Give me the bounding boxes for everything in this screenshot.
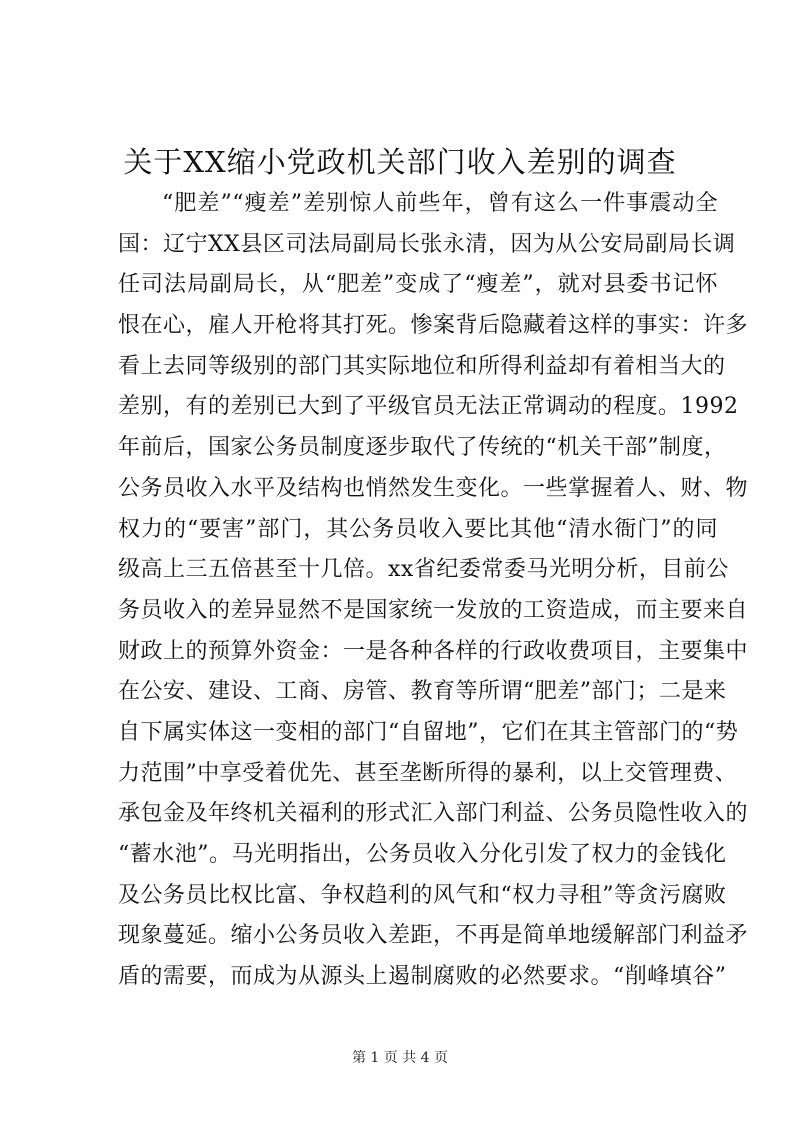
body-line: 权力的“要害”部门，其公务员收入要比其他“清水衙门”的同 <box>118 516 718 542</box>
body-line: 现象蔓延。缩小公务员收入差距，不再是简单地缓解部门利益矛 <box>118 923 749 949</box>
document-body <box>118 184 749 998</box>
body-line: “蓄水池”。马光明指出，公务员收入分化引发了权力的金钱化 <box>118 842 727 867</box>
body-line: 在公安、建设、工商、房管、教育等所谓“肥差”部门；二是来 <box>118 679 727 705</box>
body-line: 国：辽宁XX县区司法局副局长张永清，因为从公安局副局长调 <box>118 231 736 257</box>
body-line: 自下属实体这一变相的部门“自留地”，它们在其主管部门的“势 <box>118 719 739 745</box>
page-footer: 第 1 页 共 4 页 <box>351 1050 449 1066</box>
body-line: 任司法局副局长，从“肥差”变成了“瘦差”，就对县委书记怀 <box>118 272 718 298</box>
body-line: 及公务员比权比富、争权趋利的风气和“权力寻租”等贪污腐败 <box>118 882 727 908</box>
body-line: 承包金及年终机关福利的形式汇入部门利益、公务员隐性收入的 <box>118 801 749 827</box>
body-line: 看上去同等级别的部门其实际地位和所得利益却有着相当大的 <box>118 353 726 379</box>
body-line: 年前后，国家公务员制度逐步取代了传统的“机关干部”制度， <box>118 435 727 461</box>
document-title: 关于XX缩小党政机关部门收入差别的调查 <box>123 145 677 179</box>
body-line: 差别，有的差别已大到了平级官员无法正常调动的程度。1992 <box>118 394 739 420</box>
body-line: 务员收入的差异显然不是国家统一发放的工资造成，而主要来自 <box>118 597 749 623</box>
body-line: 公务员收入水平及结构也悄然发生变化。一些掌握着人、财、物 <box>118 475 749 501</box>
body-line: 力范围”中享受着优先、甚至垄断所得的暴利，以上交管理费、 <box>118 760 738 786</box>
body-line: “肥差”“瘦差”差别惊人前些年，曾有这么一件事震动全 <box>162 191 718 216</box>
body-line: 级高上三五倍甚至十几倍。xx省纪委常委马光明分析，目前公 <box>118 557 729 583</box>
body-line: 恨在心，雇人开枪将其打死。惨案背后隐藏着这样的事实：许多 <box>118 313 749 339</box>
body-line: 盾的需要，而成为从源头上遏制腐败的必然要求。“削峰填谷” <box>118 964 727 990</box>
body-line: 财政上的预算外资金：一是各种各样的行政收费项目，主要集中 <box>118 638 749 664</box>
